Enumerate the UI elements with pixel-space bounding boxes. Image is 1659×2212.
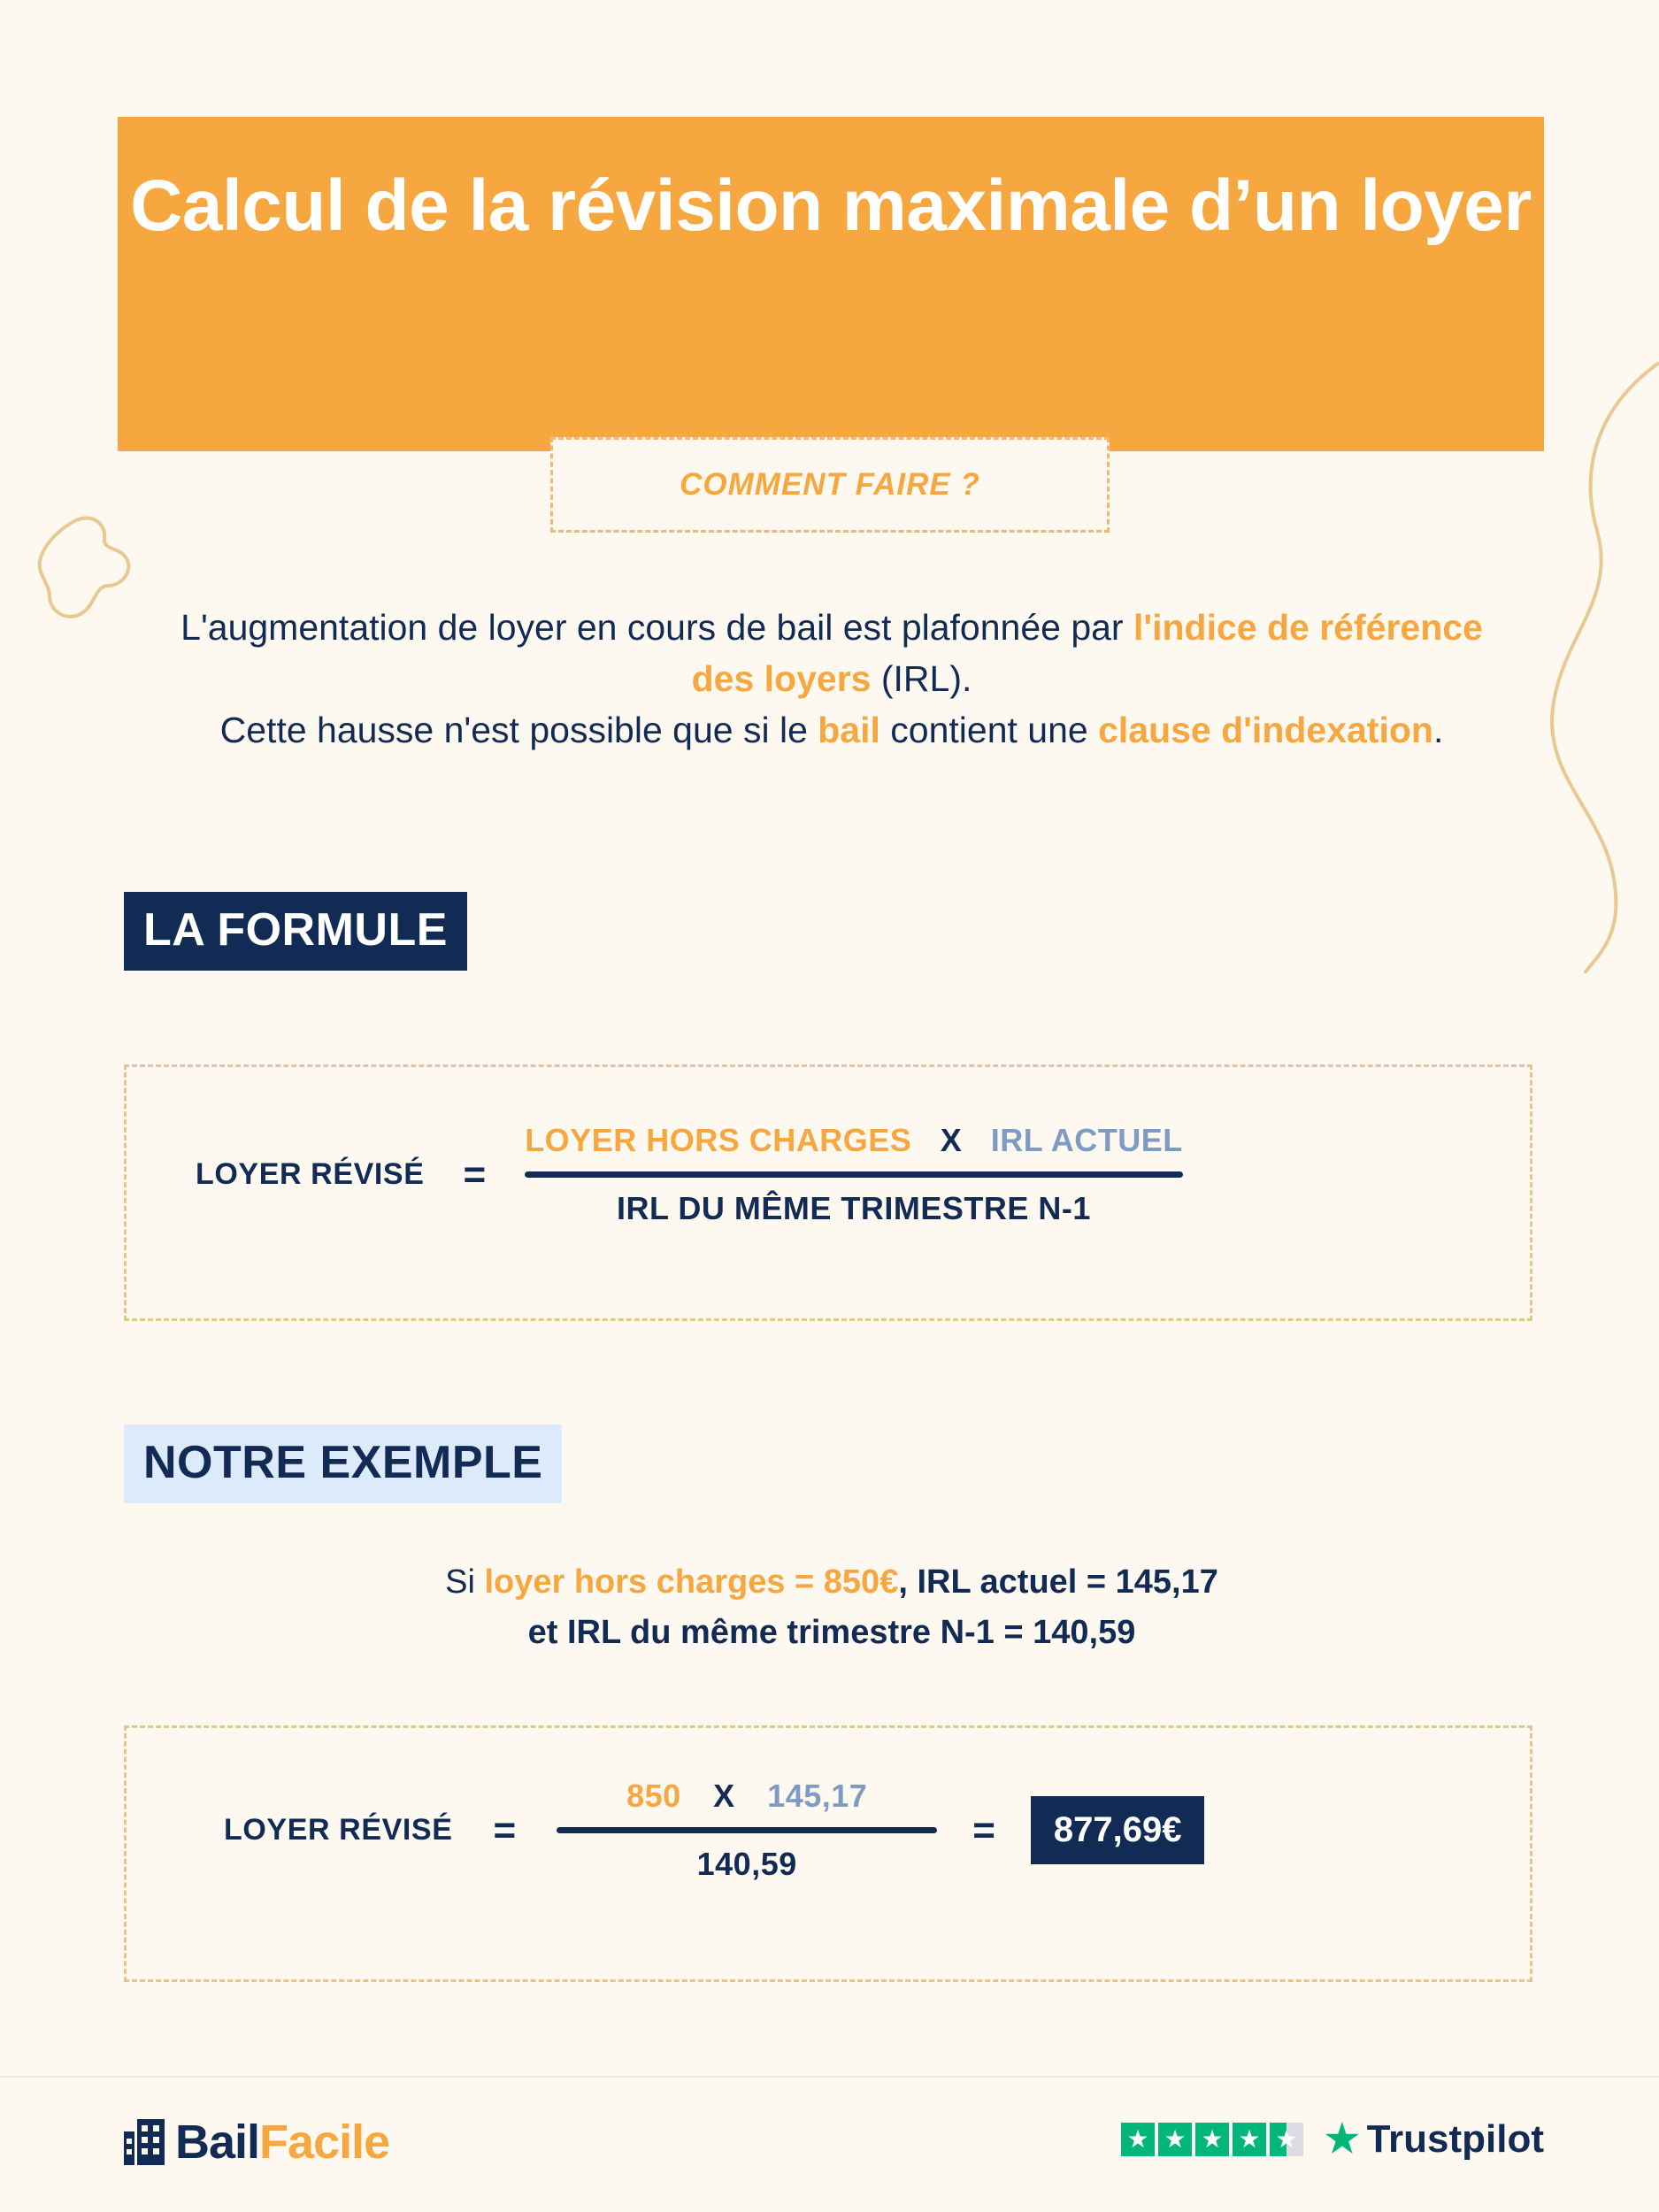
logo-bail: Bail: [175, 2116, 260, 2169]
section-title-example: NOTRE EXEMPLE: [124, 1425, 562, 1503]
example-rent-value: loyer hors charges = 850€: [484, 1563, 899, 1601]
example-label: LOYER RÉVISÉ: [224, 1813, 453, 1847]
page-title: Calcul de la révision maximale d’un loyer: [130, 165, 1532, 246]
intro-highlight-irl: l'indice de référence des loyers: [691, 607, 1483, 700]
example-expression: [224, 1778, 1204, 1883]
formula-numerator-operator: X: [940, 1122, 963, 1158]
formula-fraction-bar: [525, 1171, 1183, 1178]
example-equals-2: =: [972, 1808, 995, 1852]
trustpilot-stars: [1121, 2123, 1307, 2156]
star-icon-3: ★: [1195, 2123, 1229, 2156]
trustpilot-wordmark: [1325, 2116, 1544, 2162]
formula-equals: =: [463, 1152, 487, 1196]
example-frame: [124, 1725, 1532, 1982]
bailfacile-logo[interactable]: [124, 2115, 389, 2170]
formula-numerator: [525, 1122, 1183, 1159]
example-lead: Si: [445, 1563, 485, 1601]
star-icon-4: ★: [1233, 2123, 1266, 2156]
formula-frame: [124, 1064, 1532, 1321]
example-numerator-right: 145,17: [767, 1778, 868, 1814]
example-fraction: [557, 1778, 937, 1883]
example-denominator: 140,59: [696, 1846, 797, 1882]
intro-part1: L'augmentation de loyer en cours de bail est plafonnée par: [180, 607, 1133, 648]
logo-wordmark: [175, 2115, 389, 2170]
intro-part4: contient une: [879, 710, 1099, 751]
trustpilot-star-icon: ★: [1325, 2117, 1360, 2161]
formula-expression: [196, 1122, 1183, 1227]
comment-faire-label: COMMENT FAIRE ?: [680, 467, 980, 502]
star-icon-1: ★: [1121, 2123, 1155, 2156]
intro-part5: .: [1432, 710, 1444, 751]
formula-numerator-right: IRL ACTUEL: [990, 1122, 1183, 1158]
intro-part2: (IRL).: [871, 658, 972, 700]
example-fraction-bar: [557, 1827, 937, 1833]
example-equals-1: =: [493, 1808, 517, 1852]
trustpilot-rating[interactable]: [1121, 2116, 1544, 2162]
example-numerator-operator: X: [713, 1778, 735, 1814]
intro-part3: Cette hausse n'est possible que si le: [219, 710, 818, 751]
example-result: 877,69€: [1031, 1796, 1205, 1864]
formula-denominator: IRL DU MÊME TRIMESTRE N-1: [617, 1190, 1091, 1226]
intro-paragraph: [159, 602, 1504, 757]
footer-divider: [0, 2076, 1659, 2078]
formula-numerator-left: LOYER HORS CHARGES: [525, 1122, 912, 1158]
example-middle: , IRL actuel = 145,17: [898, 1563, 1218, 1601]
star-icon-5: ★: [1270, 2123, 1303, 2156]
section-title-formula: LA FORMULE: [124, 892, 467, 971]
example-numerator-left: 850: [626, 1778, 681, 1814]
logo-facile: Facile: [259, 2116, 390, 2169]
formula-label: LOYER RÉVISÉ: [196, 1157, 425, 1191]
trustpilot-label: Trustpilot: [1366, 2116, 1544, 2161]
formula-fraction: [525, 1122, 1183, 1227]
intro-highlight-bail: bail: [818, 710, 880, 751]
building-icon: [124, 2119, 165, 2165]
example-numerator: [626, 1778, 867, 1815]
example-statement: [159, 1557, 1504, 1658]
decorative-blob-left: [37, 515, 161, 630]
star-icon-2: ★: [1158, 2123, 1192, 2156]
comment-faire-badge: [550, 437, 1110, 533]
intro-highlight-clause: clause d'indexation: [1098, 710, 1433, 751]
example-line2: et IRL du même trimestre N-1 = 140,59: [527, 1614, 1136, 1651]
